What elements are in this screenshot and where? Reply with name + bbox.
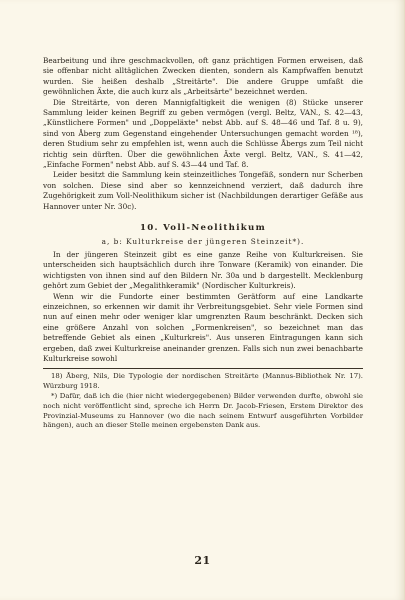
footnote-18: 18) Åberg, Nils, Die Typologie der nordischen Streitärte (Mannus-Bibliothek Nr. 17). Würzburg 1918. [43,372,363,391]
paragraph-streitaxte-sammlung: Die Streitärte, von deren Mannigfaltigkeit die wenigen (8) Stücke unserer Sammlung leider keinen Begriff zu geben vermögen (vergl. Beltz, VAN., S. 42—43, „Künstlichere Formen" und „Doppeläxte" nebst Abb. auf S. 48—46 und Taf. 8 u. 9), sind von Åberg zum Gegenstand eingehender Untersuchungen gemacht worden ¹⁸), deren Studium sehr zu empfehlen ist, wenn auch die Schlüsse Åbergs zum Teil nicht richtig sein dürften. Über die gewöhnlichen Äxte vergl. Beltz, VAN., S. 41—42, „Einfache Formen" nebst Abb. auf S. 43—44 und Taf. 8. [43,97,363,170]
paragraph-tongefaesse: Leider besitzt die Sammlung kein steinzeitliches Tongefäß, sondern nur Scherben von solchen. Diese sind aber so kennzeichnend verziert, daß dadurch ihre Zugehörigkeit zum Voll-Neolithikum sicher ist (Nachbildungen derartiger Gefäße aus Hannover unter Nr. 30c). [43,170,363,211]
section-heading: 10. Voll-Neolithikum [139,223,266,234]
paragraph-kulturkreise: In der jüngeren Steinzeit gibt es eine ganze Reihe von Kulturkreisen. Sie unterscheiden sich hauptsächlich durch ihre Tonware (Keramik) von einander. Die wichtigsten von ihnen sind auf den Bildern Nr. 30a und b dargestellt. Mecklenburg gehört zum Gebiet der „Megalithkeramik" (Nordischer Kulturkreis). [43,249,363,291]
page-number: 21 [194,554,211,567]
section-subheading: a, b: Kulturkreise der jüngeren Steinzeit*). [101,236,305,246]
footnote-divider [43,368,363,369]
footnote-star: *) Dafür, daß ich die (hier nicht wiedergegebenen) Bilder verwenden durfte, obwohl sie noch nicht veröffentlicht sind, spreche ich Herrn Dr. Jacob-Friesen, Erstem Direktor des Provinzial-Museums zu Hannover (wo die nach seinem Entwurf ausgeführten Vorbilder hängen), auch an dieser Stelle meinen ergebensten Dank aus. [43,391,363,430]
paragraph-streitaxte: Bearbeitung und ihre geschmackvollen, oft ganz prächtigen Formen erweisen, daß sie offenbar nicht alltäglichen Zwecken dienten, sondern als Kampfwaffen benutzt wurden. Sie heißen deshalb „Streitärte". Die andere Gruppe umfaßt die gewöhnlichen Äxte, die auch kurz als „Arbeitsärte" bezeichnet werden. [43,56,363,97]
page-body [43,56,363,431]
paragraph-fundorte: Wenn wir die Fundorte einer bestimmten Gerätform auf eine Landkarte einzeichnen, so erkennen wir damit ihr Verbreitungsgebiet. Sehr viele Formen sind nun auf einen mehr oder weniger klar umgrenzten Raum beschränkt. Decken sich eine größere Anzahl von solchen „Formenkreisen", so bezeichnet man das betreffende Gebiet als einen „Kulturkreis". Aus unseren Eintragungen kann sich ergeben, daß zwei Kulturkreise aneinander grenzen. Falls sich nun zwei benachbarte Kulturkreise sowohl [43,291,363,363]
footnotes [43,372,363,431]
